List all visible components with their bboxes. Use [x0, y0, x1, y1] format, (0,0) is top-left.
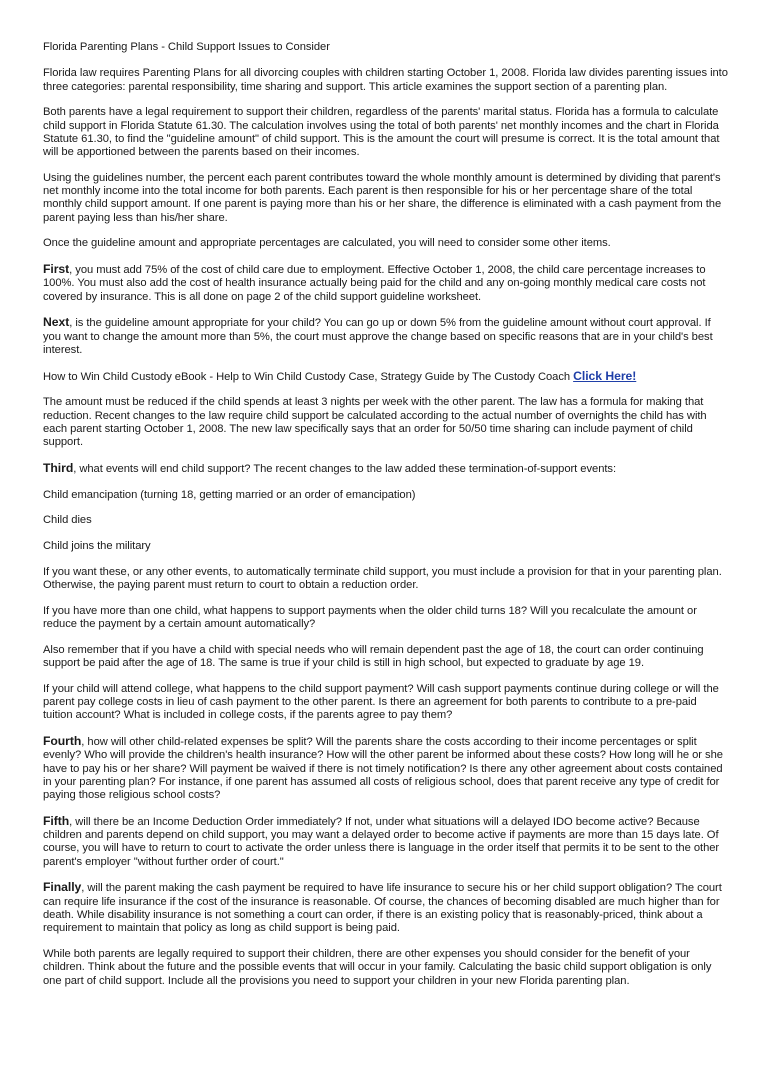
paragraph-fifth — [43, 815, 729, 869]
paragraph-intro: Florida law requires Parenting Plans for all divorcing couples with children starting October 1, 2008. Florida law divides parenting issues into three categories: parental responsibility, time sharing and support. This article examines the support section of a parenting plan. — [43, 67, 728, 93]
paragraph-next — [43, 316, 729, 357]
event-child-dies: Child dies — [43, 514, 92, 527]
document-title: Florida Parenting Plans - Child Support Issues to Consider — [43, 41, 330, 53]
paragraph-reduction: The amount must be reduced if the child spends at least 3 nights per week with the other parent. The law has a formula for making that reduction. Recent changes to the law require child support be calculated according to the actual number of overnights the child has with each parent starting October 1, 2008. The new law specifically says that an order for 50/50 time sharing can include payment of child support. — [43, 396, 707, 449]
paragraph-legal-requirement: Both parents have a legal requirement to support their children, regardless of the parents' marital status. Florida has a formula to calculate child support in Florida Statute 61.30. The calculation involves using the total of both parents' net monthly incomes and the chart in Florida Statute 61.30, to find the "guideline amount" of child support. This is the amount the court will presume is correct. It is the total amount that will be apportioned between the parents based on their incomes. — [43, 106, 720, 159]
paragraph-next-text: , is the guideline amount appropriate for your child? You can go up or down 5% from the guideline amount without court approval. If you want to change the amount more than 5%, the court must approve the change based on specific reasons that are in your child's best interest. — [43, 317, 713, 356]
paragraph-college: If your child will attend college, what happens to the child support payment? Will cash support payments continue during college or will the parent pay college costs in lieu of cash payment to the other parent. Is there an agreement for both parents to contribute to a pre-paid tuition account? What is included in college costs, if the parents agree to pay them? — [43, 682, 719, 722]
event-child-military: Child joins the military — [43, 540, 151, 553]
promo-text: How to Win Child Custody eBook - Help to Win Child Custody Case, Strategy Guide by The Custody Coach — [43, 370, 574, 383]
paragraph-provision: If you want these, or any other events, to automatically terminate child support, you must include a provision for that in your parenting plan. Otherwise, the paying parent must return to court to obtain a reduction order. — [43, 565, 722, 591]
paragraph-first-text: , you must add 75% of the cost of child care due to employment. Effective October 1, 2008, the child care percentage increases to 100%. You must also add the cost of health insurance actually being paid for the child and any on-going monthly medical care costs not covered by insurance. This is all done on page 2 of the child support guideline worksheet. — [43, 264, 706, 303]
paragraph-guidelines-number: Using the guidelines number, the percent each parent contributes toward the whole monthly amount is determined by dividing that parent's net monthly income into the total income for both parents. Each parent is then responsible for his or her percentage share of the total monthly child support amount. If one parent is paying more than his or her share, the difference is eliminated with a cash payment from the parent paying less than his/her share. — [43, 171, 722, 224]
document-page — [43, 41, 729, 1000]
lead-next: Next — [43, 315, 70, 330]
paragraph-special-needs: Also remember that if you have a child with special needs who will remain dependent past the age of 18, the court can order continuing support be paid after the age of 18. The same is true if your child is still in high school, but expected to graduate by age 19. — [43, 643, 704, 669]
lead-fifth: Fifth — [43, 813, 70, 828]
lead-first: First — [43, 262, 70, 277]
paragraph-third — [43, 462, 729, 476]
paragraph-third-text: , what events will end child support? The recent changes to the law added these termination-of-support events: — [73, 462, 617, 475]
paragraph-finally-text: , will the parent making the cash payment be required to have life insurance to secure his or her child support obligation? The court can require life insurance if the cost of the insurance is reasonable. Of course, the chances of becoming disabled are much higher than for death. While disability insurance is not something a court can order, if there is an existing policy that is reasonably-priced, think about a requirement to maintain that policy as long as child support is being paid. — [43, 882, 722, 935]
paragraph-first — [43, 263, 729, 304]
lead-third: Third — [43, 460, 74, 475]
paragraph-finally — [43, 881, 729, 935]
paragraph-more-than-one: If you have more than one child, what happens to support payments when the older child turns 18? Will you recalculate the amount or reduce the payment by a certain amount automatically? — [43, 604, 697, 630]
lead-fourth: Fourth — [43, 733, 82, 748]
lead-finally: Finally — [43, 880, 82, 895]
paragraph-promo — [43, 370, 729, 384]
paragraph-fifth-text: , will there be an Income Deduction Order immediately? If not, under what situations will a delayed IDO become active? Because children and parents depend on child support, you may want a delayed order to become active if payments are more than 15 days late. Of course, you will have to return to court to activate the order unless there is language in the order itself that permits it to be sent to the other parent's employer "without further order of court." — [43, 815, 720, 868]
paragraph-fourth — [43, 735, 729, 802]
paragraph-other-items: Once the guideline amount and appropriate percentages are calculated, you will need to consider some other items. — [43, 237, 611, 250]
paragraph-conclusion: While both parents are legally required to support their children, there are other expenses you should consider for the benefit of your children. Think about the future and the possible events that will occur in your family. Calculating the basic child support obligation is only one part of child support. Include all the provisions you need to support your children in your new Florida parenting plan. — [43, 947, 712, 987]
click-here-link[interactable]: Click Here! — [573, 368, 637, 383]
event-emancipation: Child emancipation (turning 18, getting married or an order of emancipation) — [43, 488, 416, 501]
paragraph-fourth-text: , how will other child-related expenses be split? Will the parents share the costs according to their income percentages or split evenly? Who will provide the children's health insurance? How will the other parent be informed about these costs? How long will he or she have to pay his or her share? Will payment be waived if there is not timely notification? Is there any other agreement about costs contained in your parenting plan? For instance, if one parent has assumed all costs of religious school, does that parent receive any type of credit for paying those religious school costs? — [43, 735, 723, 802]
